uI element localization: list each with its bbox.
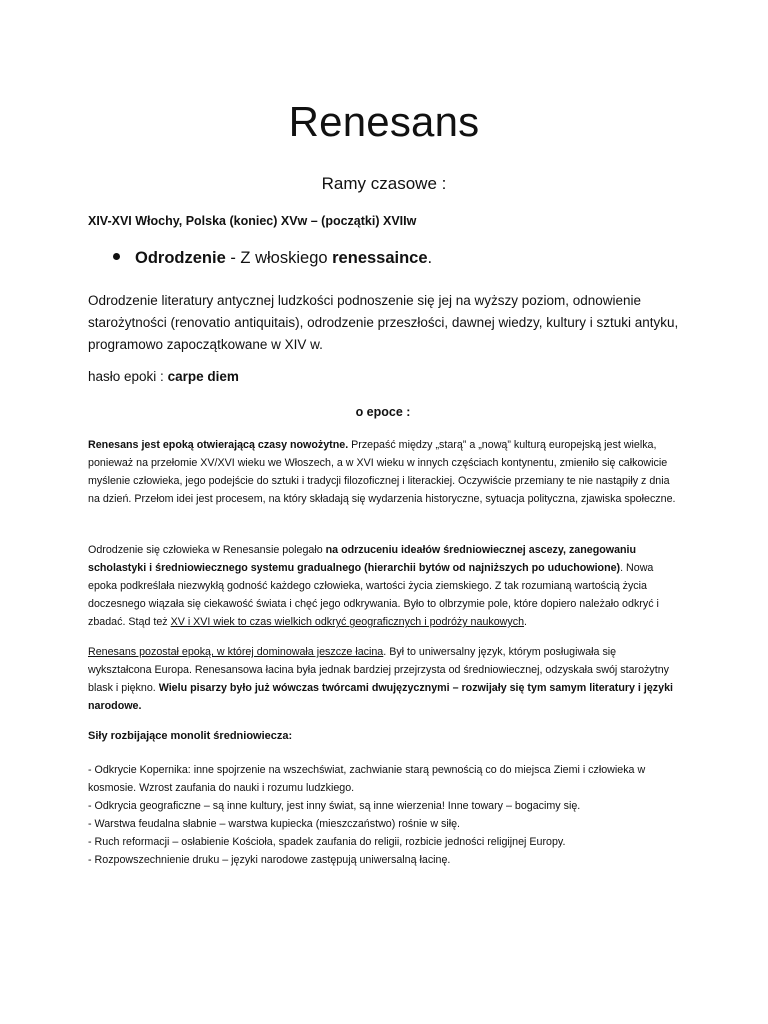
list-item: - Rozpowszechnienie druku – języki narodowe zastępują uniwersalną łacinę. — [88, 854, 451, 866]
paragraph-2-b: na odrzuceniu ideałów średniowiecznej ascezy, zanegowaniu scholastyki i średniowiecznego systemu gradualnego (hierarchii bytów od najniższych po uduchowione) — [88, 544, 637, 574]
paragraph-2-d: XV i XVI wiek to czas wielkich odkryć geograficznych i podróży naukowych — [170, 616, 525, 628]
document-title: Renesans — [288, 98, 480, 145]
paragraph-2-a: Odrodzenie się człowieka w Renesansie polegało — [88, 544, 326, 556]
era-heading: o epoce : — [355, 405, 411, 419]
motto-label: hasło epoki : — [88, 369, 168, 384]
bullet-origin: renessaince — [332, 249, 428, 267]
bullet-end: . — [427, 249, 433, 267]
paragraph-3-a: Renesans pozostał epoką, w której dominowała jeszcze łacina — [88, 646, 384, 658]
document-subtitle: Ramy czasowe : — [321, 174, 447, 193]
paragraph-3-c: Wielu pisarzy było już wówczas twórcami dwujęzycznymi – rozwijały się tym samym literatury i języki narodowe. — [88, 682, 673, 712]
bullet-item — [113, 249, 673, 268]
paragraph-2-c: . Nowa epoka podkreślała niezwykłą godność każdego człowieka, wartości życia ziemskiego. Z tak rozumianą wartością życia doczesnego wiązała się ciekawość świata i chęć jego odkrywania. Było to olbrzymie pole, które dopiero należało odkryć i zbadać. Stąd też — [88, 562, 659, 628]
forces-list — [88, 761, 678, 869]
paragraph-1-lead: Renesans jest epoką otwierającą czasy nowożytne. — [88, 439, 349, 451]
motto-value: carpe diem — [167, 369, 239, 384]
paragraph-3-b: . Był to uniwersalny język, którym posługiwała się wykształcona Europa. Renesansowa łacina była jednak bardziej przejrzysta od średniowiecznej, odzyskała swój starożytny blask i piękno. — [88, 646, 669, 694]
paragraph-1-body: Przepaść między „starą” a „nową” kulturą europejską jest wielka, ponieważ na przełomie XV/XVI wieku we Włoszech, a w XVI wieku w innych częściach kontynentu, zmieniło się całkowicie myślenie człowieka, jego podejście do sztuki i tradycji filozoficznej i literackiej. Oczywiście przemiany te nie nastąpiły z dnia na dzień. Przełom idei jest procesem, na który składają się wydarzenia historyczne, sytuacja polityczna, zjawiska społeczne. — [88, 439, 676, 505]
list-item: - Odkrycie Kopernika: inne spojrzenie na wszechświat, zachwianie starą pewnością co do miejsca Ziemi i człowieka w kosmosie. Wzrost zaufania do nauki i rozumu ludzkiego. — [88, 764, 646, 794]
time-range: XIV-XVI Włochy, Polska (koniec) XVw – (początki) XVIIw — [88, 214, 417, 228]
motto-line — [88, 369, 688, 384]
bullet-text — [135, 249, 432, 268]
list-item: - Warstwa feudalna słabnie – warstwa kupiecka (mieszczaństwo) rośnie w siłę. — [88, 818, 461, 830]
intro-paragraph: Odrodzenie literatury antycznej ludzkości podnoszenie się jej na wyższy poziom, odnowienie starożytności (renovatio antiquitais), odrodzenie przeszłości, dawnej wiedzy, kultury i sztuki antyku, programowo zapoczątkowane w XIV w. — [88, 293, 679, 352]
paragraph-2 — [88, 541, 678, 631]
paragraph-3 — [88, 643, 678, 715]
forces-heading: Siły rozbijające monolit średniowiecza: — [88, 730, 293, 742]
list-item: - Odkrycia geograficzne – są inne kultury, jest inny świat, są inne wierzenia! Inne towary – bogacimy się. — [88, 800, 581, 812]
list-item: - Ruch reformacji – osłabienie Kościoła, spadek zaufania do religii, rozbicie jedności religijnej Europy. — [88, 836, 566, 848]
bullet-term: Odrodzenie — [135, 249, 226, 267]
bullet-icon — [113, 253, 120, 260]
paragraph-1 — [88, 436, 678, 508]
bullet-middle: - Z włoskiego — [225, 249, 333, 267]
paragraph-2-e: . — [524, 616, 528, 628]
